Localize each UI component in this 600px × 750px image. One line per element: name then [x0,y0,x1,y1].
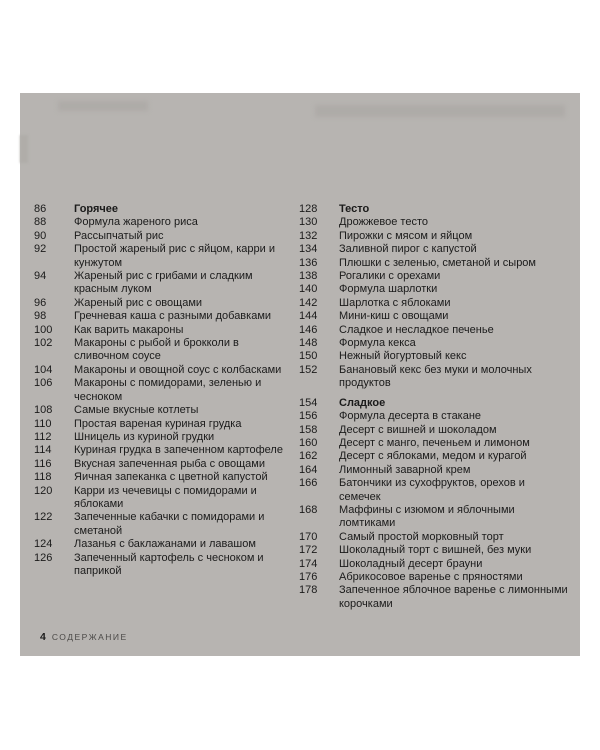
toc-section-heading [299,203,569,216]
toc-entry [299,230,569,243]
toc-entry [299,410,569,423]
toc-entry [299,350,569,363]
toc-entry-title: Шоколадный торт с вишней, без муки [339,544,532,557]
toc-page-number: 170 [299,530,318,543]
toc-entry-title: Нежный йогуртовый кекс [339,350,467,363]
toc-page-number: 116 [34,457,52,470]
toc-page-number: 136 [299,256,318,269]
toc-page-number: 128 [299,203,318,215]
toc-entry-title: Абрикосовое варенье с пряностями [339,570,523,583]
toc-entry-title: Макароны с помидорами, зеленью и чесноком [74,377,262,403]
toc-entry [34,243,289,270]
toc-page-number: 124 [34,538,53,551]
toc-page-number: 178 [299,584,318,597]
toc-entry [34,324,289,337]
toc-page-number: 164 [299,463,318,476]
toc-entry [34,538,289,551]
toc-entry [299,464,569,477]
toc-page-number: 156 [299,410,318,423]
toc-page-number: 166 [299,477,318,490]
toc-entry [34,270,289,297]
toc-entry-title: Шницель из куриной грудки [74,430,215,443]
toc-entry [299,216,569,229]
toc-entry [299,424,569,437]
toc-entry-title: Формула кекса [339,337,416,350]
toc-entry-title: Сладкое и несладкое печенье [339,323,494,336]
toc-entry [34,471,289,484]
toc-entry-title: Заливной пирог с капустой [339,243,477,256]
toc-entry [299,584,569,611]
toc-entry-title: Десерт с яблоками, медом и курагой [339,450,527,463]
toc-entry-title: Самый простой морковный торт [339,530,504,543]
page-number: 4 [40,631,46,643]
toc-page-number: 114 [34,444,52,457]
toc-entry-title: Рогалики с орехами [339,270,441,283]
toc-entry-title: Макароны с рыбой и брокколи в сливочном соусе [74,337,239,363]
toc-entry-title: Яичная запеканка с цветной капустой [74,471,268,484]
toc-entry-title: Десерт с вишней и шоколадом [339,423,497,436]
toc-entry-title: Простая вареная куриная грудка [74,417,242,430]
toc-page-number: 146 [299,323,318,336]
toc-section-heading [299,397,569,410]
contents-column-left [34,203,289,578]
toc-page-number: 98 [34,310,47,323]
toc-entry-title: Батончики из сухофруктов, орехов и семечек [339,477,525,503]
toc-entry [34,297,289,310]
toc-page-number: 134 [299,243,318,256]
toc-entry-title: Банановый кекс без муки и молочных продуктов [339,363,532,390]
toc-entry [299,283,569,296]
toc-entry [299,310,569,323]
toc-entry [34,377,289,404]
toc-entry-title: Сладкое [339,396,386,409]
toc-entry-title: Пирожки с мясом и яйцом [339,229,473,242]
toc-entry [34,444,289,457]
toc-entry-title: Формула десерта в стакане [339,410,482,423]
footer-label: СОДЕРЖАНИЕ [51,632,128,642]
faded-header-text-right [315,105,565,117]
toc-entry-title: Запеченный картофель с чесноком и паприкой [74,551,264,577]
toc-entry [34,230,289,243]
toc-entry [299,544,569,557]
toc-entry [299,477,569,504]
toc-page-number: 140 [299,283,318,296]
toc-entry-title: Самые вкусные котлеты [74,404,199,417]
toc-entry [299,531,569,544]
toc-page-number: 154 [299,396,318,409]
toc-page-number: 162 [299,450,318,463]
toc-page-number: 144 [299,310,318,323]
toc-entry-title: Жареный рис с грибами и сладким красным луком [74,270,253,296]
toc-entry [299,324,569,337]
toc-entry [34,511,289,538]
toc-entry [34,216,289,229]
toc-page-number: 160 [299,436,318,449]
contents-column-right [299,203,569,611]
toc-page-number: 110 [34,417,52,430]
toc-entry [299,297,569,310]
toc-page-number: 96 [34,296,47,309]
toc-entry-title: Шарлотка с яблоками [339,296,451,309]
toc-page-number: 126 [34,551,53,564]
faded-header-text-left [58,101,148,111]
toc-entry-title: Рассыпчатый рис [74,229,164,242]
toc-page-number: 132 [299,229,318,242]
toc-entry [34,418,289,431]
toc-page-number: 112 [34,430,52,443]
toc-entry [299,243,569,256]
toc-entry [34,364,289,377]
toc-entry-title: Горячее [74,203,119,215]
toc-entry-title: Простой жареный рис с яйцом, карри и кунжутом [74,243,275,269]
toc-page-number: 168 [299,503,318,516]
toc-page-number: 94 [34,270,47,283]
toc-entry-title: Дрожжевое тесто [339,216,428,229]
toc-entry [34,431,289,444]
toc-page-number: 150 [299,350,318,363]
toc-page-number: 100 [34,323,53,336]
toc-entry-title: Шоколадный десерт брауни [339,557,483,570]
toc-entry-title: Жареный рис с овощами [74,296,203,309]
toc-page-number: 118 [34,471,52,484]
toc-entry [299,337,569,350]
toc-entry [299,450,569,463]
toc-entry [299,437,569,450]
toc-page-number: 158 [299,423,318,436]
toc-page-number: 104 [34,363,53,376]
toc-page-number: 106 [34,377,53,390]
toc-entry [34,310,289,323]
toc-page-number: 138 [299,270,318,283]
toc-entry [299,364,569,391]
toc-page-number: 122 [34,511,53,524]
toc-entry-title: Лимонный заварной крем [339,463,471,476]
page-footer [40,631,128,643]
toc-entry [299,571,569,584]
toc-page-number: 86 [34,203,47,215]
toc-entry-title: Гречневая каша с разными добавками [74,310,272,323]
toc-page-number: 102 [34,337,53,350]
page-edge-tab [20,135,28,163]
toc-entry-title: Карри из чечевицы с помидорами и яблоками [74,484,257,510]
toc-entry [34,552,289,579]
toc-page-number: 172 [299,544,318,557]
toc-entry [299,257,569,270]
toc-entry-title: Тесто [339,203,370,215]
toc-page-number: 108 [34,404,53,417]
toc-entry [299,270,569,283]
toc-entry [299,558,569,571]
toc-entry-title: Формула жареного риса [74,216,198,229]
toc-entry [34,404,289,417]
toc-entry-title: Лазанья с баклажанами и лавашом [74,538,256,551]
toc-page-number: 120 [34,484,53,497]
toc-entry-title: Запеченные кабачки с помидорами и сметаной [74,511,265,537]
toc-page-number: 152 [299,363,318,376]
toc-entry [299,504,569,531]
toc-page-number: 130 [299,216,318,229]
toc-entry [34,485,289,512]
toc-entry-title: Десерт с манго, печеньем и лимоном [339,436,530,449]
toc-entry-title: Макароны и овощной соус с колбасками [74,363,282,376]
toc-page-number: 90 [34,229,47,242]
toc-entry [34,458,289,471]
toc-page-number: 92 [34,243,47,256]
toc-page-number: 174 [299,557,318,570]
contents-page [20,93,580,656]
toc-page-number: 148 [299,337,318,350]
toc-entry [34,337,289,364]
toc-page-number: 142 [299,296,318,309]
toc-page-number: 176 [299,570,318,583]
toc-page-number: 88 [34,216,47,229]
toc-entry-title: Вкусная запеченная рыба с овощами [74,457,265,470]
toc-entry-title: Формула шарлотки [339,283,438,296]
toc-entry-title: Мини-киш с овощами [339,310,449,323]
toc-entry-title: Запеченное яблочное варенье с лимонными корочками [339,584,568,610]
toc-entry-title: Маффины с изюмом и яблочными ломтиками [339,503,515,530]
toc-section-heading [34,203,289,216]
toc-entry-title: Как варить макароны [74,323,184,336]
toc-entry-title: Плюшки с зеленью, сметаной и сыром [339,256,536,269]
toc-entry-title: Куриная грудка в запеченном картофеле [74,444,283,457]
